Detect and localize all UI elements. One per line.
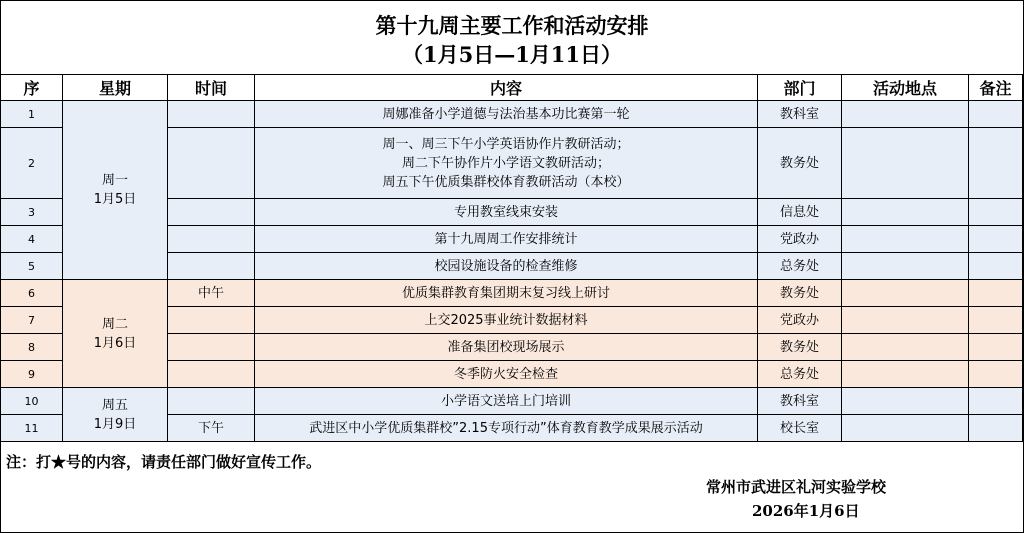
table-row bbox=[1, 388, 1023, 415]
time-cell bbox=[168, 334, 255, 361]
header-time: 时间 bbox=[168, 75, 255, 101]
time-cell bbox=[168, 361, 255, 388]
remark-cell bbox=[969, 307, 1023, 334]
department-cell: 总务处 bbox=[758, 361, 842, 388]
time-cell bbox=[168, 199, 255, 226]
time-cell bbox=[168, 226, 255, 253]
row-index: 10 bbox=[1, 388, 63, 415]
content-cell bbox=[255, 128, 758, 199]
location-cell bbox=[842, 253, 969, 280]
row-index: 9 bbox=[1, 361, 63, 388]
department-cell: 教务处 bbox=[758, 128, 842, 199]
department-cell: 信息处 bbox=[758, 199, 842, 226]
weekday-cell bbox=[63, 388, 168, 442]
schedule-table bbox=[0, 74, 1023, 442]
row-index: 11 bbox=[1, 415, 63, 442]
remark-cell bbox=[969, 388, 1023, 415]
weekday-label: 周五 bbox=[101, 397, 128, 413]
row-index: 6 bbox=[1, 280, 63, 307]
time-cell bbox=[168, 101, 255, 128]
content-cell: 校园设施设备的检查维修 bbox=[255, 253, 758, 280]
header-content: 内容 bbox=[255, 75, 758, 101]
weekday-date: 1月9日 bbox=[93, 416, 137, 432]
time-cell bbox=[168, 253, 255, 280]
weekday-date: 1月6日 bbox=[93, 335, 137, 351]
content-cell: 专用教室线束安装 bbox=[255, 199, 758, 226]
content-cell: 小学语文送培上门培训 bbox=[255, 388, 758, 415]
remark-cell bbox=[969, 334, 1023, 361]
location-cell bbox=[842, 307, 969, 334]
time-cell bbox=[168, 307, 255, 334]
time-cell bbox=[168, 128, 255, 199]
department-cell: 党政办 bbox=[758, 226, 842, 253]
department-cell: 党政办 bbox=[758, 307, 842, 334]
department-cell: 校长室 bbox=[758, 415, 842, 442]
table-row bbox=[1, 101, 1023, 128]
row-index: 7 bbox=[1, 307, 63, 334]
department-cell: 总务处 bbox=[758, 253, 842, 280]
remark-cell bbox=[969, 361, 1023, 388]
department-cell: 教务处 bbox=[758, 280, 842, 307]
row-index: 5 bbox=[1, 253, 63, 280]
weekday-cell bbox=[63, 101, 168, 280]
location-cell bbox=[842, 415, 969, 442]
location-cell bbox=[842, 280, 969, 307]
remark-cell bbox=[969, 128, 1023, 199]
signature-date: 2026年1月6日 bbox=[752, 502, 860, 520]
remark-cell bbox=[969, 415, 1023, 442]
header-location: 活动地点 bbox=[842, 75, 969, 101]
department-cell: 教务处 bbox=[758, 334, 842, 361]
footnote: 注：打★号的内容，请责任部门做好宣传工作。 bbox=[6, 453, 322, 471]
row-index: 8 bbox=[1, 334, 63, 361]
location-cell bbox=[842, 226, 969, 253]
remark-cell bbox=[969, 101, 1023, 128]
row-index: 3 bbox=[1, 199, 63, 226]
content-cell: 准备集团校现场展示 bbox=[255, 334, 758, 361]
content-line: 周一、周三下午小学英语协作片教研活动； bbox=[382, 136, 630, 152]
weekday-date: 1月5日 bbox=[93, 192, 137, 207]
location-cell bbox=[842, 388, 969, 415]
content-cell: 冬季防火安全检查 bbox=[255, 361, 758, 388]
header-department: 部门 bbox=[758, 75, 842, 101]
weekday-cell bbox=[63, 280, 168, 388]
remark-cell bbox=[969, 253, 1023, 280]
time-cell: 下午 bbox=[168, 415, 255, 442]
school-signature: 常州市武进区礼河实验学校 bbox=[706, 478, 887, 496]
remark-cell bbox=[969, 280, 1023, 307]
location-cell bbox=[842, 361, 969, 388]
row-index: 1 bbox=[1, 101, 63, 128]
content-cell: 武进区中小学优质集群校”2.15专项行动”体育教育教学成果展示活动 bbox=[255, 415, 758, 442]
content-cell: 上交2025事业统计数据材料 bbox=[255, 307, 758, 334]
header-weekday: 星期 bbox=[63, 75, 168, 101]
content-line: 周五下午优质集群校体育教研活动（本校） bbox=[382, 174, 630, 190]
time-cell: 中午 bbox=[168, 280, 255, 307]
weekday-label: 周一 bbox=[101, 173, 128, 188]
row-index: 2 bbox=[1, 128, 63, 199]
page-title: 第十九周主要工作和活动安排 bbox=[375, 13, 649, 38]
department-cell: 教科室 bbox=[758, 101, 842, 128]
location-cell bbox=[842, 334, 969, 361]
department-cell: 教科室 bbox=[758, 388, 842, 415]
content-cell: 周娜准备小学道德与法治基本功比赛第一轮 bbox=[255, 101, 758, 128]
header-remark: 备注 bbox=[969, 75, 1023, 101]
remark-cell bbox=[969, 226, 1023, 253]
weekday-label: 周二 bbox=[101, 316, 128, 332]
content-cell: 第十九周周工作安排统计 bbox=[255, 226, 758, 253]
table-row bbox=[1, 280, 1023, 307]
location-cell bbox=[842, 101, 969, 128]
content-line: 周二下午协作片小学语文教研活动； bbox=[401, 155, 610, 171]
remark-cell bbox=[969, 199, 1023, 226]
row-index: 4 bbox=[1, 226, 63, 253]
page-subtitle: （1月5日—1月11日） bbox=[401, 42, 623, 67]
table-header-row bbox=[1, 75, 1023, 101]
content-cell: 优质集群教育集团期末复习线上研讨 bbox=[255, 280, 758, 307]
location-cell bbox=[842, 128, 969, 199]
header-index: 序 bbox=[1, 75, 63, 101]
location-cell bbox=[842, 199, 969, 226]
time-cell bbox=[168, 388, 255, 415]
